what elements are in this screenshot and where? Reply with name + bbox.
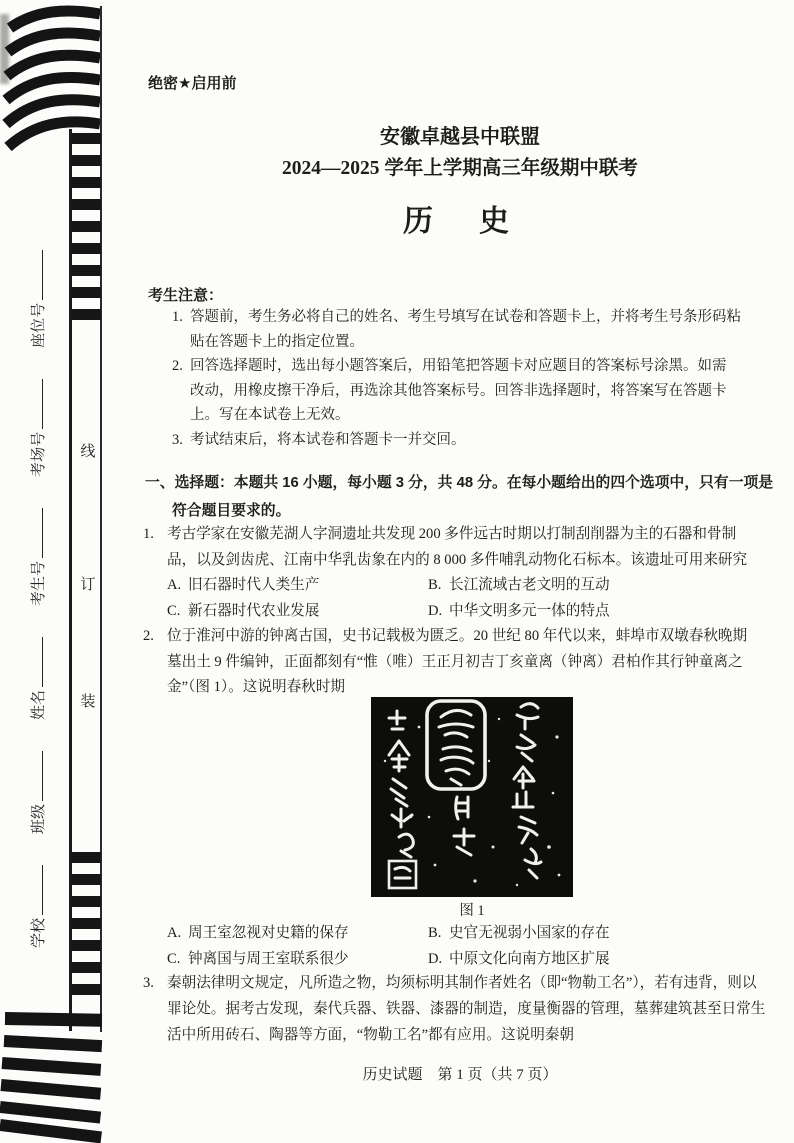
question-number: 2. bbox=[143, 628, 154, 644]
options-row bbox=[143, 599, 779, 625]
options-row bbox=[143, 921, 779, 947]
notice-line: 3. 考试结束后，将本试卷和答题卡一并交回。 bbox=[172, 428, 778, 453]
notice-number: 2. bbox=[172, 358, 183, 374]
registration-stripes-top bbox=[0, 0, 106, 152]
section-1-heading bbox=[145, 469, 777, 525]
notice-line: 改动，用橡皮擦干净后，再选涂其他答案标号。回答非选择题时，将答案写在答题卡 bbox=[190, 382, 727, 399]
fill-in-blank bbox=[28, 751, 42, 801]
section-heading-line: 符合题目要求的。 bbox=[172, 503, 291, 519]
seal-char-zhuang: 装 bbox=[80, 694, 96, 710]
option-a: A. 旧石器时代人类生产 bbox=[167, 577, 320, 593]
field-label: 学校 bbox=[30, 917, 47, 948]
exam-organization-title: 安徽卓越县中联盟 bbox=[380, 126, 540, 148]
question-3 bbox=[143, 971, 779, 1048]
section-heading-line: 一、选择题：本题共 16 小题，每小题 3 分，共 48 分。在每小题给出的四个选项中，只有一项是 bbox=[145, 475, 774, 491]
field-label: 考场号 bbox=[30, 431, 47, 477]
notice-line: 1. 答题前，考生务必将自己的姓名、考生号填写在试卷和答题卡上，并将考生号条形码粘 bbox=[172, 305, 778, 330]
notice-line: 贴在答题卡上的指定位置。 bbox=[190, 333, 364, 350]
timing-marks-lower bbox=[72, 852, 101, 1006]
field-seat-no bbox=[27, 250, 48, 348]
option-b: B. 史官无视弱小国家的存在 bbox=[428, 925, 610, 941]
registration-stripe-bottom bbox=[5, 1012, 102, 1027]
registration-stripe-bottom bbox=[2, 1057, 102, 1076]
fill-in-blank bbox=[28, 379, 42, 429]
field-room-no bbox=[27, 379, 48, 477]
exam-subject-title: 历 史 bbox=[403, 205, 517, 238]
option-b: B. 长江流域古老文明的互动 bbox=[428, 577, 610, 593]
field-label: 班级 bbox=[30, 803, 47, 834]
field-label: 座位号 bbox=[30, 302, 47, 348]
candidate-notices bbox=[172, 305, 778, 452]
question-1 bbox=[143, 522, 779, 624]
question-number: 3. bbox=[143, 975, 154, 991]
registration-stripe-bottom bbox=[0, 1079, 101, 1100]
notice-line: 上。写在本试卷上无效。 bbox=[190, 407, 350, 423]
notice-number: 3. bbox=[172, 431, 183, 448]
question-line: 墓出土 9 件编钟，正面都刻有“惟（唯）王正月初吉丁亥童离（钟离）君柏作其行钟童离之 bbox=[167, 653, 743, 670]
option-a: A. 周王室忽视对史籍的保存 bbox=[167, 925, 349, 941]
field-class bbox=[27, 751, 48, 834]
seal-char-ding: 订 bbox=[80, 577, 96, 593]
question-line: 1. 考古学家在安徽芜湖人字洞遗址共发现 200 多件远古时期以打制刮削器为主的石器和骨制 bbox=[143, 522, 779, 548]
question-line: 活中所用砖石、陶器等方面，“物勒工名”都有应用。这说明秦朝 bbox=[167, 1026, 574, 1043]
figure-1-caption: 图 1 bbox=[459, 903, 485, 919]
exam-session-title: 2024—2025 学年上学期高三年级期中联考 bbox=[282, 158, 638, 179]
options-row bbox=[143, 573, 779, 599]
field-label: 考生号 bbox=[30, 560, 47, 606]
field-label: 姓名 bbox=[30, 689, 47, 720]
fill-in-blank bbox=[28, 637, 42, 687]
question-2 bbox=[143, 624, 779, 701]
figure-1-inscription-rubbing bbox=[371, 697, 573, 897]
option-c: C. 新石器时代农业发展 bbox=[167, 602, 320, 619]
notice-line: 2. 回答选择题时，选出每小题答案后，用铅笔把答题卡对应题目的答案标号涂黑。如需 bbox=[172, 354, 778, 379]
fill-in-blank bbox=[28, 865, 42, 915]
notice-number: 1. bbox=[172, 309, 183, 325]
field-candidate-no bbox=[27, 508, 48, 606]
question-line: 罪论处。据考古发现，秦代兵器、铁器、漆器的制造，度量衡器的管理，墓葬建筑甚至日常生 bbox=[167, 1000, 766, 1017]
notice-heading: 考生注意： bbox=[148, 287, 224, 304]
option-d: D. 中华文明多元一体的特点 bbox=[428, 602, 610, 619]
field-school bbox=[27, 865, 48, 948]
options-row bbox=[143, 947, 779, 973]
fill-in-blank bbox=[28, 508, 42, 558]
question-line: 品，以及剑齿虎、江南中华乳齿象在内的 8 000 多件哺乳动物化石标本。该遗址可用来研究 bbox=[167, 551, 748, 568]
question-line: 3. 秦朝法律明文规定，凡所造之物，均须标明其制作者姓名（即“物勒工名”），若有违背，则以 bbox=[143, 971, 779, 997]
secrecy-label: 绝密★启用前 bbox=[148, 75, 237, 92]
timing-marks-upper bbox=[72, 133, 101, 331]
student-info-fields bbox=[20, 186, 54, 988]
seal-char-xian: 线 bbox=[80, 444, 96, 460]
fill-in-blank bbox=[28, 250, 42, 300]
question-line: 金”（图 1）。这说明春秋时期 bbox=[167, 679, 345, 695]
question-2-options bbox=[143, 921, 779, 972]
field-name bbox=[27, 637, 48, 720]
registration-stripe-bottom bbox=[4, 1035, 102, 1052]
question-number: 1. bbox=[143, 526, 154, 542]
page-footer: 历史试题 第 1 页（共 7 页） bbox=[362, 1067, 558, 1083]
option-d: D. 中原文化向南方地区扩展 bbox=[428, 950, 610, 967]
option-c: C. 钟离国与周王室联系很少 bbox=[167, 950, 349, 967]
question-line: 2. 位于淮河中游的钟离古国，史书记载极为匮乏。20 世纪 80 年代以来，蚌埠市双墩春秋晚期 bbox=[143, 624, 779, 650]
